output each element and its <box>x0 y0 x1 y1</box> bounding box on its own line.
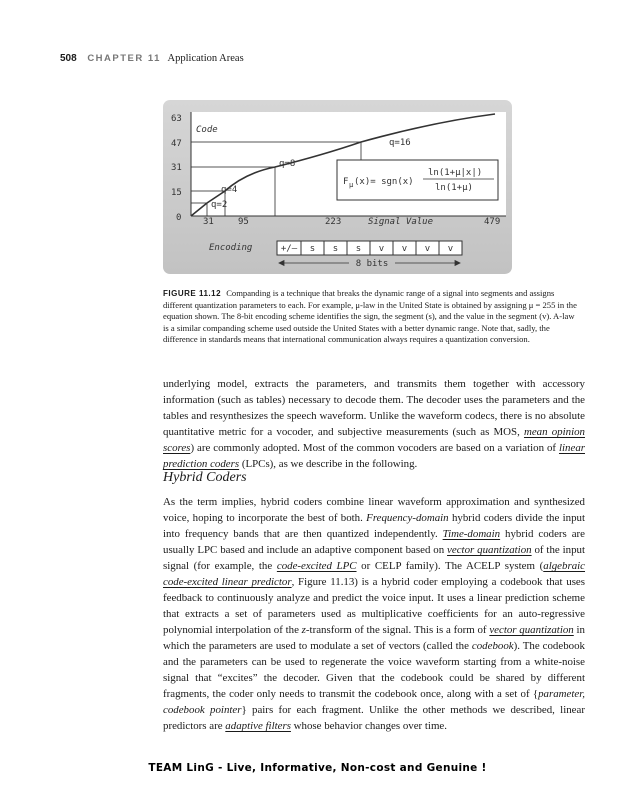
bit-value-2: v <box>401 244 408 254</box>
code-axis-label: Code <box>196 125 218 135</box>
page-footer: TEAM LinG - Live, Informative, Non-cost and Genuine ! <box>148 762 487 774</box>
y-tick-0: 0 <box>176 213 182 223</box>
x-tick-223: 223 <box>325 217 342 227</box>
bit-value-4: v <box>447 244 454 254</box>
bits-label: 8 bits <box>355 259 389 269</box>
q8-label: q=8 <box>279 159 296 169</box>
q16-label: q=16 <box>389 138 411 148</box>
bit-segment-2: s <box>332 244 339 254</box>
encoding-bits <box>277 241 462 255</box>
section-heading: Hybrid Coders <box>163 470 247 485</box>
para2-text-9: ). The codebook and the parameters can be used to regenerate the voice waveform starting from a white-noise signal that “excites” the decoder. Given that the codebook could be shared by different fragments, the coder only needs to transmit the codebook once, along with a set of { <box>163 640 585 700</box>
codebook-term: codebook <box>471 640 514 652</box>
y-tick-63: 63 <box>171 114 182 124</box>
y-tick-15: 15 <box>171 188 182 198</box>
page-number: 508 <box>60 53 77 64</box>
formula-numerator: ln(1+μ|x|) <box>428 168 483 178</box>
q4-label: q=4 <box>221 185 238 195</box>
chapter-label: CHAPTER 11 <box>87 53 161 64</box>
frequency-domain-term: Frequency-domain <box>366 512 449 524</box>
linear-prediction-coders-term: linear prediction coders <box>163 442 585 470</box>
para2-text-5: or CELP family). The ACELP system ( <box>356 560 544 572</box>
para1-text-e: (LPCs), as we describe in the following. <box>239 458 418 470</box>
encoding-label: Encoding <box>209 243 253 253</box>
para2-text-8: in which the parameters are used to modulate a set of vectors (called the <box>163 624 585 652</box>
para2-text-3: hybrid coders are usually LPC based and include an adaptive component based on <box>163 528 585 556</box>
para2-text-4: of the input signal (for example, the <box>163 544 586 572</box>
vector-quantization-term: vector quantization <box>447 544 532 556</box>
paragraph-vocoders <box>163 376 585 472</box>
bit-sign: +/– <box>280 244 298 254</box>
para2-text-7: -transform of the signal. This is a form of <box>305 624 490 636</box>
para2-text-2: hybrid coders divide the input into frequency bands that are then quantized independently. <box>163 512 585 540</box>
formula-denominator: ln(1+μ) <box>435 183 473 193</box>
mean-opinion-scores-term: mean opinion scores <box>163 426 585 454</box>
time-domain-term: Time-domain <box>442 528 501 540</box>
para1-text-a: underlying model, extracts the parameters, and transmits them together with accessory information (such as tables) necessary to decode them. The decoder uses the parameters and the tables and resynthesizes the speech waveform. Unlike the waveform codecs, there is no absolute quantitative metric for a vocoder, and subjective measurements (such as MOS, <box>163 378 585 438</box>
signal-axis-label: Signal Value <box>368 217 434 227</box>
adaptive-filters-term: adaptive filters <box>225 720 291 732</box>
parameter-pointer-term: parameter, codebook pointer <box>163 688 585 716</box>
formula-subscript: μ <box>349 181 354 189</box>
figure-label: FIGURE 11.12 <box>163 289 222 298</box>
para2-text-10: } pairs for each fragment. Unlike the other methods we described, linear predictors are <box>163 704 585 732</box>
caption-text: Companding is a technique that breaks the dynamic range of a signal into segments and assigns different quantization parameters to each. For example, μ-law in the United State is obtained by assigning μ = 255 in the equation shown. The 8-bit encoding scheme identifies the sign, the segment (s), and the value in the segment (v). A-law is a similar companding scheme used outside the United States with a better dynamic range. Note that, sadly, the difference in standards means that international communication always requires a quantization conversion. <box>163 288 577 345</box>
companding-figure <box>163 100 512 274</box>
vector-quantization-term-2: vector quantization <box>489 624 574 636</box>
companding-diagram <box>163 100 512 274</box>
y-tick-47: 47 <box>171 139 182 149</box>
x-tick-31: 31 <box>203 217 214 227</box>
q2-label: q=2 <box>211 200 228 210</box>
paragraph-hybrid-coders <box>163 494 585 734</box>
acelp-term: algebraic code-excited linear predictor <box>163 560 586 588</box>
formula-mid: (x)= sgn(x) <box>354 177 414 187</box>
bit-value-3: v <box>424 244 431 254</box>
bit-segment-1: s <box>309 244 316 254</box>
para2-text-6: , Figure 11.13) is a hybrid coder employing a codebook that uses feedback to continuously analyze and predict the voice input. It uses a linear prediction scheme that extracts a set of parameters used as multiplicative coefficients for an auto-regressive polynomial interpolation of the <box>163 576 585 636</box>
para2-text-11: whose behavior changes over time. <box>290 720 447 732</box>
x-tick-479: 479 <box>484 217 501 227</box>
page-header <box>60 53 244 64</box>
code-excited-lpc-term: code-excited LPC <box>276 560 357 572</box>
figure-caption <box>163 288 577 346</box>
chapter-title: Application Areas <box>167 53 244 64</box>
para2-text-1: As the term implies, hybrid coders combine linear waveform approximation and synthesized voice, hoping to incorporate the best of both. <box>163 496 585 524</box>
bit-segment-3: s <box>355 244 362 254</box>
y-tick-31: 31 <box>171 163 182 173</box>
x-tick-95: 95 <box>238 217 249 227</box>
para1-text-c: ) are commonly adopted. Most of the common vocoders are based on a variation of <box>190 442 559 454</box>
z-term: z <box>301 624 306 636</box>
bit-value-1: v <box>378 244 385 254</box>
formula-lhs: F <box>343 177 349 187</box>
